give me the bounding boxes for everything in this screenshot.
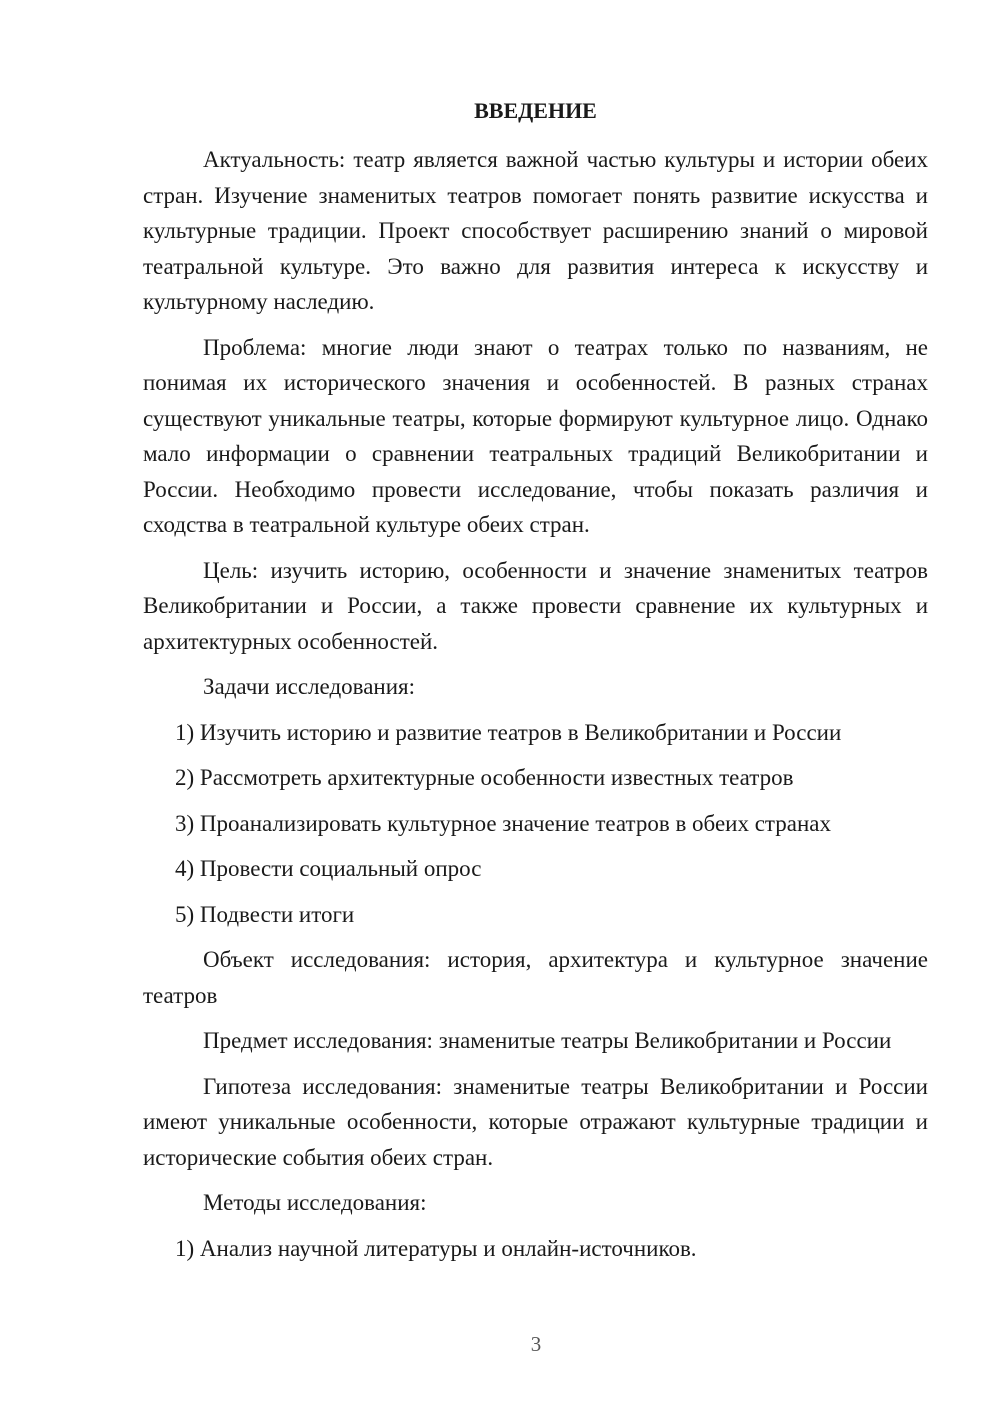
tasks-label: Задачи исследования: — [203, 674, 416, 699]
list-item: 2) Рассмотреть архитектурные особенности известных театров — [175, 765, 794, 790]
list-item: 4) Провести социальный опрос — [175, 856, 482, 881]
document-page — [143, 92, 928, 1276]
section-title: ВВЕДЕНИЕ — [474, 98, 597, 123]
list-item: 1) Анализ научной литературы и онлайн-источников. — [175, 1235, 697, 1261]
goal-paragraph: Цель: изучить историю, особенности и значение знаменитых театров Великобритании и России, а также провести сравнение их культурных и архитектурных особенностей. — [143, 557, 928, 654]
list-item: 1) Изучить историю и развитие театров в Великобритании и России — [175, 719, 842, 745]
list-item: 5) Подвести итоги — [175, 901, 355, 927]
relevance-paragraph: Актуальность: театр является важной частью культуры и истории обеих стран. Изучение знаменитых театров помогает понять развитие искусства и культурные традиции. Проект способствует расширению знаний о мировой театральной культуре. Это важно для развития интереса к искусству и культурному наследию. — [143, 147, 928, 314]
problem-paragraph: Проблема: многие люди знают о театрах только по названиям, не понимая их исторического значения и особенностей. В разных странах существуют уникальные театры, которые формируют культурное лицо. Однако мало информации о сравнении театральных традиций Великобритании и России. Необходимо провести исследование, чтобы показать различия и сходства в театральной культуре обеих стран. — [143, 334, 928, 537]
tasks-list — [143, 715, 928, 933]
page-number: 3 — [530, 1332, 542, 1356]
methods-label: Методы исследования: — [203, 1190, 427, 1215]
methods-list — [143, 1231, 928, 1267]
subject-paragraph: Предмет исследования: знаменитые театры Великобритании и России — [203, 1028, 892, 1053]
hypothesis-paragraph: Гипотеза исследования: знаменитые театры Великобритании и России имеют уникальные особенности, которые отражают культурные традиции и исторические события обеих стран. — [143, 1073, 928, 1170]
list-item: 3) Проанализировать культурное значение театров в обеих странах — [175, 810, 831, 836]
object-paragraph: Объект исследования: история, архитектура и культурное значение театров — [143, 947, 928, 1008]
